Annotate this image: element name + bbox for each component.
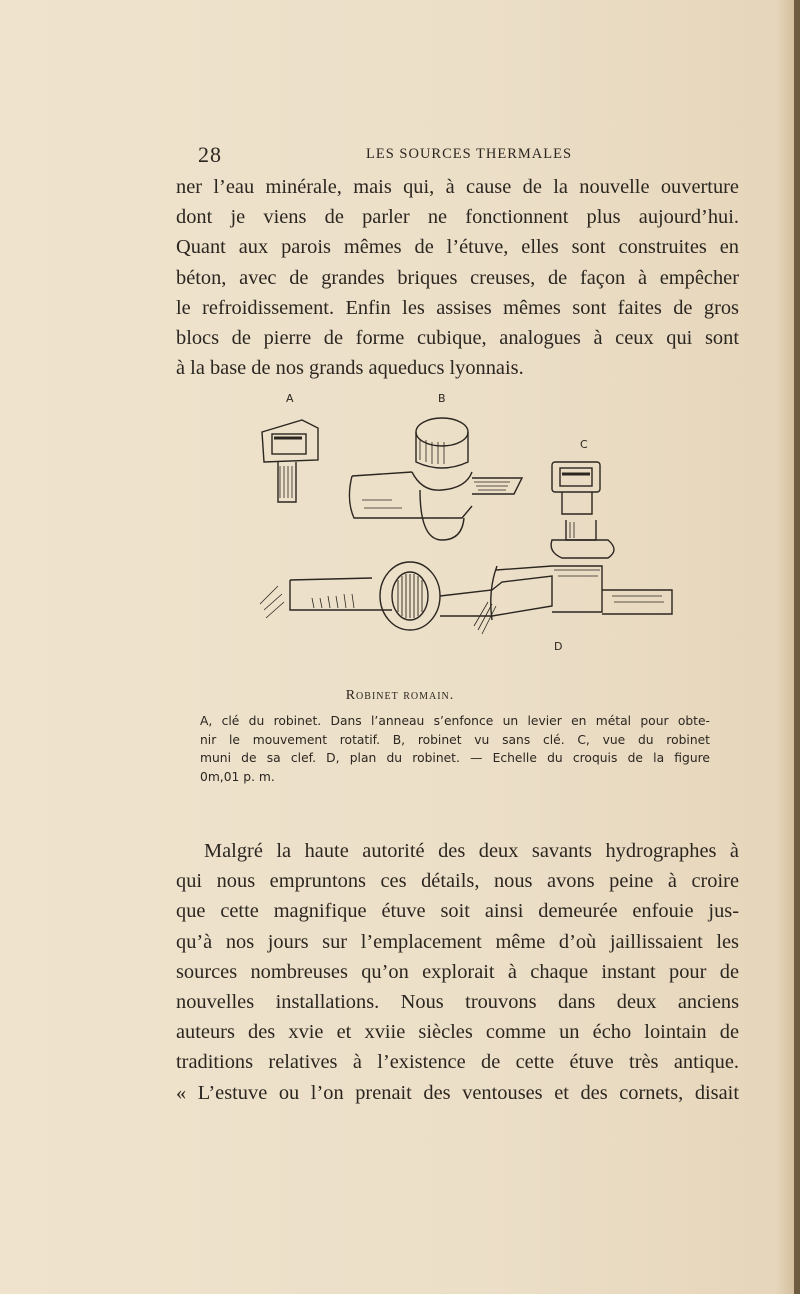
- text-line: qui nous empruntons ces détails, nous avons peine à croire: [176, 870, 739, 893]
- paragraph-1: [176, 172, 739, 383]
- text-line: Quant aux parois mêmes de l’étuve, elles sont construites en: [176, 236, 739, 259]
- text-line: que cette magnifique étuve soit ainsi demeurée enfouie jus-: [176, 900, 739, 923]
- running-head: LES SOURCES THERMALES: [366, 146, 573, 162]
- page-number: 28: [198, 142, 222, 167]
- faucet-d-drawing: [260, 562, 672, 634]
- page-header: [198, 142, 738, 170]
- text-line: traditions relatives à l’existence de cette étuve très antique.: [176, 1051, 739, 1074]
- text-line: blocs de pierre de forme cubique, analogues à ceux qui sont: [176, 327, 739, 350]
- caption-line: nir le mouvement rotatif. B, robinet vu sans clé. C, vue du robinet: [200, 732, 710, 747]
- faucet-b-drawing: [349, 418, 522, 540]
- page-edge: [794, 0, 800, 1294]
- text-line: à la base de nos grands aqueducs lyonnais.: [176, 357, 524, 380]
- text-line: ner l’eau minérale, mais qui, à cause de la nouvelle ouverture: [176, 176, 739, 198]
- figure-label-c: C: [580, 438, 588, 451]
- caption-line: A, clé du robinet. Dans l’anneau s’enfonce un levier en métal pour obte-: [200, 714, 710, 728]
- caption-line: 0m,01 p. m.: [200, 769, 275, 784]
- paragraph-2: [176, 836, 739, 1108]
- text-line: béton, avec de grandes briques creuses, de façon à empêcher: [176, 266, 739, 289]
- faucet-drawing: [252, 390, 712, 665]
- figure-label-d: D: [554, 640, 563, 653]
- faucet-illustration: [252, 390, 712, 665]
- text-line: auteurs des xvie et xviie siècles comme un écho lointain de: [176, 1021, 739, 1044]
- text-line: qu’à nos jours sur l’emplacement même d’où jaillissaient les: [176, 930, 739, 953]
- text-line: Malgré la haute autorité des deux savants hydrographes à: [204, 840, 739, 862]
- text-line: « L’estuve ou l’on prenait des ventouses et des cornets, disait: [176, 1081, 739, 1104]
- figure-title: [0, 688, 800, 704]
- faucet-c-drawing: [551, 462, 614, 558]
- text-line: sources nombreuses qu’on explorait à chaque instant pour de: [176, 960, 739, 983]
- text-line: dont je viens de parler ne fonctionnent plus aujourd’hui.: [176, 206, 739, 229]
- figure-label-b: B: [438, 392, 446, 405]
- text-line: nouvelles installations. Nous trouvons dans deux anciens: [176, 991, 739, 1014]
- figure-caption: [200, 712, 710, 786]
- caption-line: muni de sa clef. D, plan du robinet. — Echelle du croquis de la figure: [200, 751, 710, 765]
- text-line: le refroidissement. Enfin les assises mêmes sont faites de gros: [176, 296, 739, 319]
- key-drawing: [262, 420, 318, 502]
- figure-label-a: A: [286, 392, 294, 405]
- figure-title-text: Robinet romain.: [345, 688, 455, 703]
